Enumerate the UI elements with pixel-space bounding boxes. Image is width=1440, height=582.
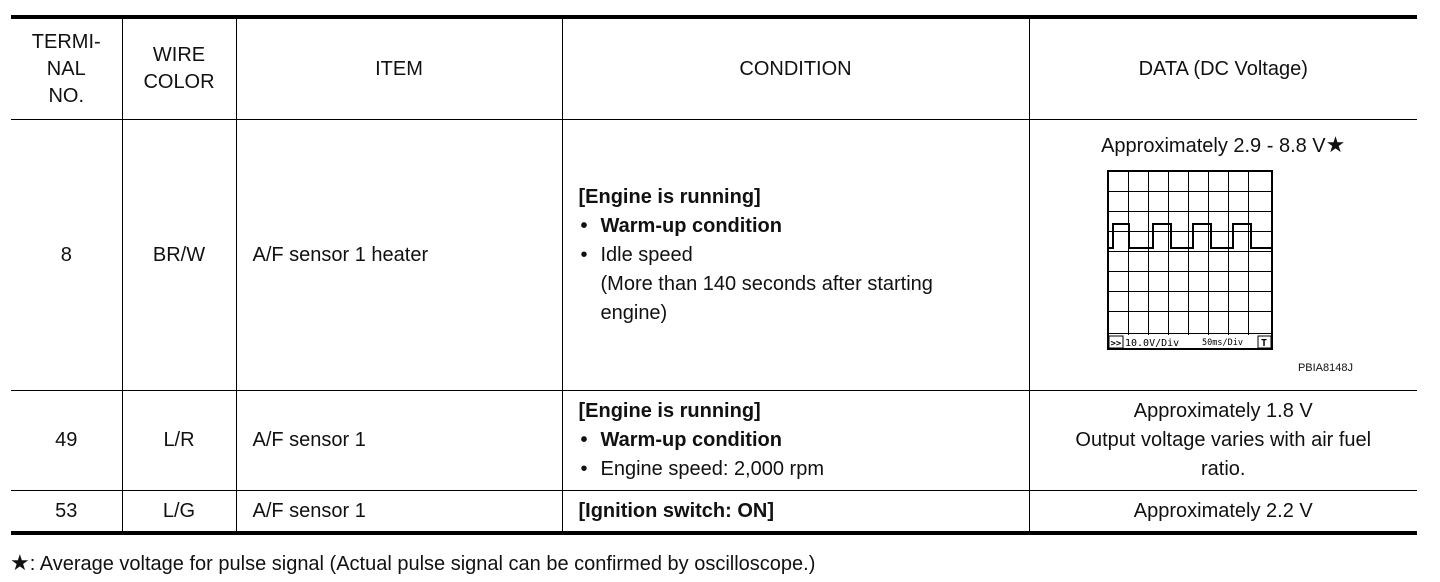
condition-bullet bbox=[579, 241, 1029, 328]
header-condition: CONDITION bbox=[562, 17, 1029, 120]
condition-bullet: • Warm-up condition bbox=[579, 426, 1029, 455]
wire-color-cell: L/G bbox=[122, 491, 236, 534]
table-row bbox=[11, 120, 1417, 391]
condition-bullet-text: • Idle speed bbox=[600, 243, 693, 266]
condition-title: [Engine is running] bbox=[578, 400, 761, 422]
data-line: Output voltage varies with air fuel bbox=[1075, 429, 1372, 451]
header-terminal-no bbox=[11, 17, 122, 120]
terminal-data-table bbox=[11, 15, 1417, 535]
header-terminal-line-3: NO. bbox=[48, 84, 85, 107]
item-cell: A/F sensor 1 bbox=[236, 491, 562, 534]
table-header-row bbox=[11, 17, 1417, 120]
header-terminal-line-2: NAL bbox=[46, 57, 86, 80]
condition-list bbox=[579, 212, 1029, 328]
voltage-text bbox=[1030, 132, 1418, 158]
data-cell bbox=[1029, 120, 1417, 391]
table-row bbox=[11, 491, 1417, 534]
header-terminal-line-1: TERMI- bbox=[31, 30, 101, 53]
condition-bullet: • Engine speed: 2,000 rpm bbox=[579, 455, 1029, 484]
condition-note-line-1: (More than 140 seconds after starting bbox=[600, 272, 933, 295]
condition-list bbox=[579, 426, 1029, 484]
header-item: ITEM bbox=[236, 17, 562, 120]
data-line: Approximately 1.8 V bbox=[1133, 400, 1313, 422]
header-data: DATA (DC Voltage) bbox=[1029, 17, 1417, 120]
data-line: ratio. bbox=[1201, 458, 1246, 480]
scope-time-div-label: 50ms/Div bbox=[1201, 338, 1243, 348]
terminal-cell: 53 bbox=[11, 491, 122, 534]
terminal-cell: 8 bbox=[11, 120, 122, 391]
data-cell: Approximately 2.2 V bbox=[1029, 491, 1417, 534]
item-cell: A/F sensor 1 bbox=[236, 391, 562, 491]
header-wire-line-2: COLOR bbox=[143, 71, 215, 93]
condition-cell bbox=[562, 391, 1029, 491]
star-icon: ★ bbox=[10, 550, 30, 575]
wire-color-cell: BR/W bbox=[122, 120, 236, 391]
oscilloscope-waveform bbox=[1107, 170, 1273, 352]
condition-cell bbox=[562, 491, 1029, 534]
footnote-text: : Average voltage for pulse signal (Actual pulse signal can be confirmed by oscilloscope.) bbox=[29, 553, 816, 575]
star-icon: ★ bbox=[1325, 132, 1346, 157]
condition-note-line-2: engine) bbox=[600, 301, 668, 324]
condition-title: [Ignition switch: ON] bbox=[578, 499, 775, 522]
header-wire-color bbox=[122, 17, 236, 120]
table-row bbox=[11, 391, 1417, 491]
terminal-cell: 49 bbox=[11, 391, 122, 491]
figure-id: PBIA8148J bbox=[1297, 362, 1353, 374]
item-cell: A/F sensor 1 heater bbox=[236, 120, 562, 391]
scope-arrow-label: >> bbox=[1110, 339, 1121, 349]
condition-bullet: • Warm-up condition bbox=[579, 212, 1029, 241]
header-wire-line-1: WIRE bbox=[152, 44, 206, 66]
condition-cell bbox=[562, 120, 1029, 391]
scope-volt-div-label: 10.0V/Div bbox=[1124, 338, 1179, 349]
footnote bbox=[10, 550, 815, 576]
data-cell bbox=[1029, 391, 1417, 491]
wire-color-cell: L/R bbox=[122, 391, 236, 491]
voltage-value: Approximately 2.9 - 8.8 V bbox=[1101, 135, 1326, 157]
scope-trigger-label: T bbox=[1260, 338, 1267, 349]
condition-title: [Engine is running] bbox=[578, 185, 761, 208]
